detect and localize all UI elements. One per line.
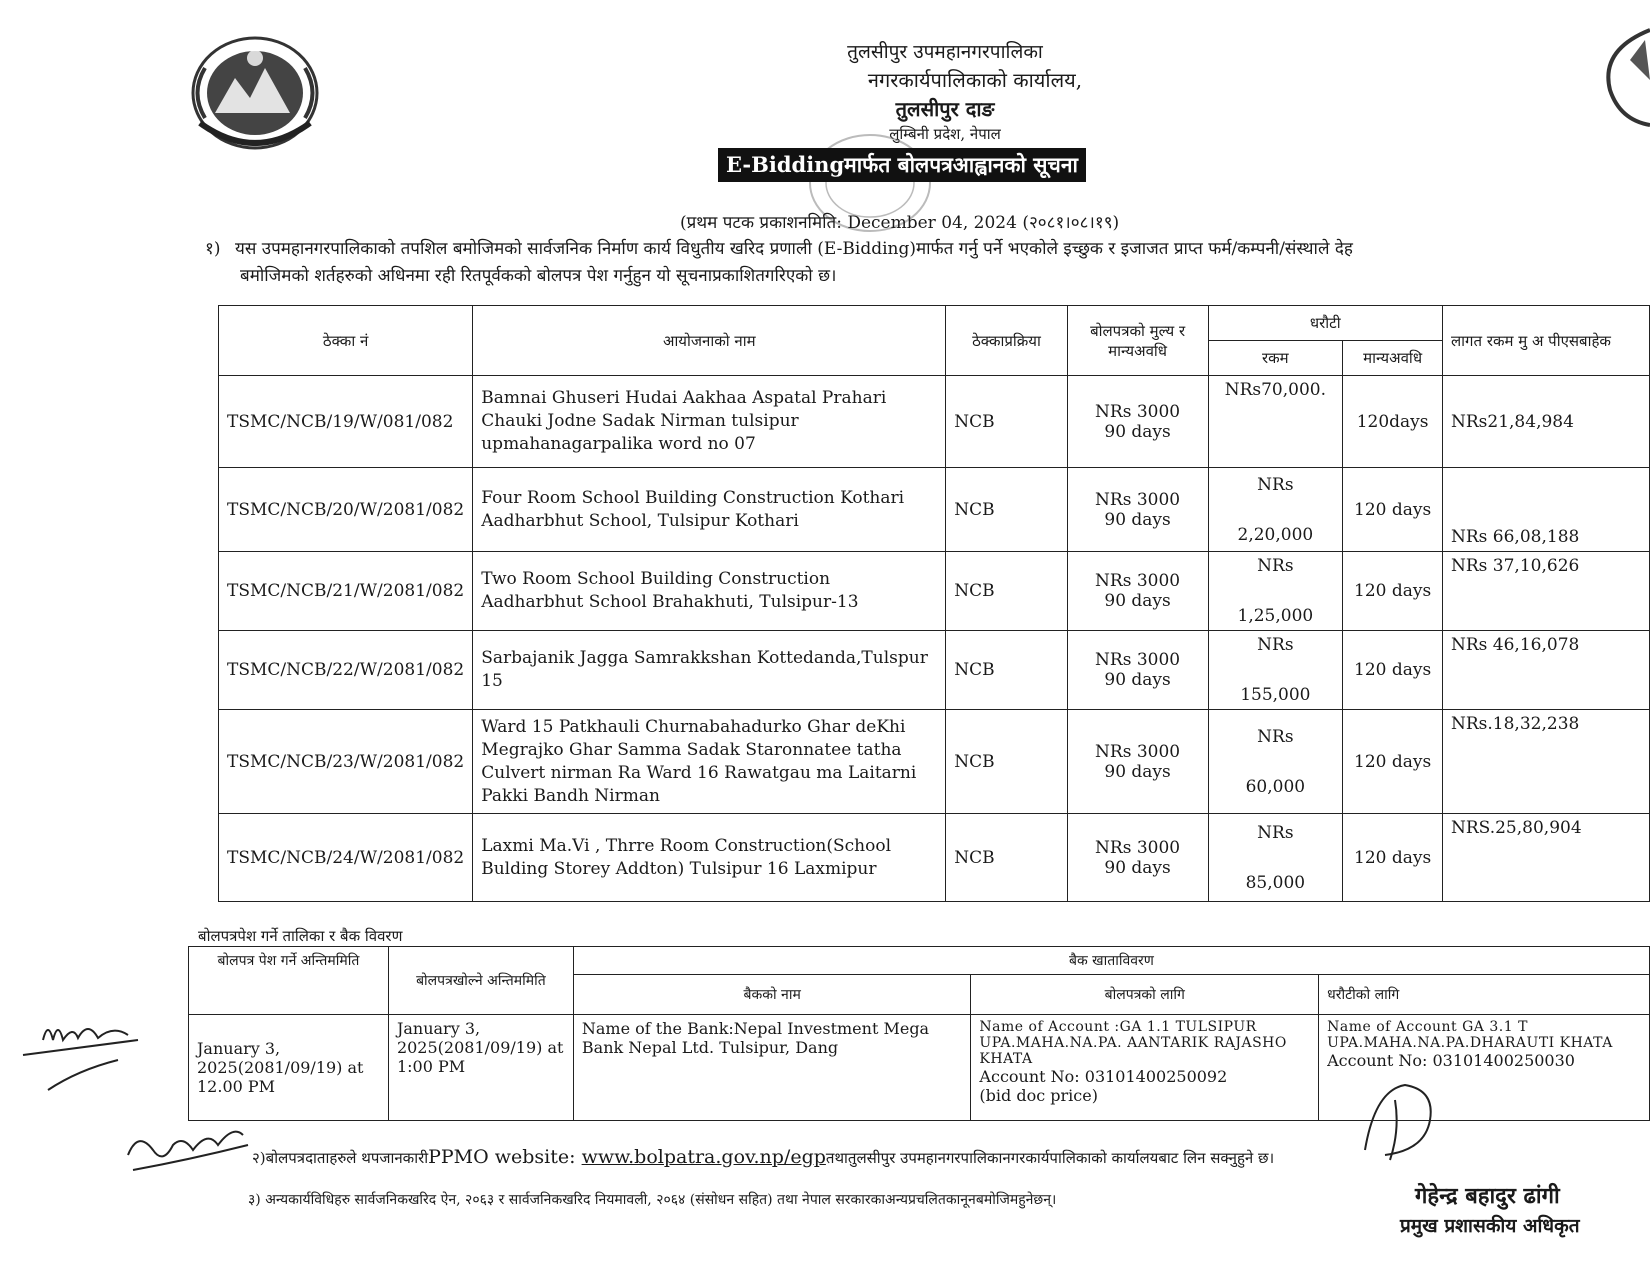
header-submission-deadline: बोलपत्र पेश गर्ने अन्तिममिति	[189, 947, 389, 1015]
header-cost: लागत रकम मु अ पीएसबाहेक	[1443, 306, 1650, 376]
deposit-validity: 120 days	[1343, 468, 1443, 552]
contract-no: TSMC/NCB/21/W/2081/082	[219, 552, 473, 631]
intro-line-2: बमोजिमको शर्तहरुको अधिनमा रही रितपूर्वकको बोलपत्र पेश गर्नुहुन यो सूचनाप्रकाशितगरिएको छ।	[240, 266, 837, 286]
deposit-validity: 120 days	[1343, 814, 1443, 902]
municipality-name: तुलसीपुर उपमहानगरपालिका	[847, 41, 1043, 63]
intro-number: १)	[205, 239, 221, 259]
handwritten-signature-icon	[18, 1010, 168, 1100]
contract-no: TSMC/NCB/24/W/2081/082	[219, 814, 473, 902]
deposit-amount-value: 85,000	[1245, 872, 1306, 893]
header-contract-no: ठेक्का नं	[219, 306, 473, 376]
office-location: तुलसीपुर दाङ	[895, 97, 995, 121]
bid-account-number: Account No: 03101400250092	[979, 1067, 1228, 1086]
contract-no: TSMC/NCB/22/W/2081/082	[219, 631, 473, 710]
bid-price	[1067, 710, 1208, 814]
header-project-name: आयोजनाको नाम	[473, 306, 946, 376]
note-2-prefix: २)बोलपत्रदाताहरुले थपजानकारी	[252, 1149, 429, 1167]
table-row	[219, 376, 1650, 468]
table-row	[219, 710, 1650, 814]
procurement-method: NCB	[946, 552, 1067, 631]
deposit-amount-value: NRs70,000.	[1224, 380, 1326, 400]
deposit-amount	[1208, 376, 1343, 468]
cost-amount: NRs.18,32,238	[1443, 710, 1650, 814]
bid-price	[1067, 468, 1208, 552]
deposit-amount	[1208, 710, 1343, 814]
project-name: Laxmi Ma.Vi , Thrre Room Construction(School Bulding Storey Addton) Tulsipur 16 Laxmipur	[473, 814, 946, 902]
deposit-amount-value: 2,20,000	[1237, 524, 1314, 545]
deposit-validity: 120 days	[1343, 552, 1443, 631]
deposit-validity: 120days	[1343, 376, 1443, 468]
bid-account-name: Name of Account :GA 1.1 TULSIPUR UPA.MAHA.NA.PA. AANTARIK RAJASHO KHATA	[979, 1019, 1287, 1067]
header-bank-details: बैक खाताविवरण	[573, 947, 1649, 975]
bid-price-value: NRs 3000	[1095, 489, 1181, 510]
cost-amount: NRs 46,16,078	[1443, 631, 1650, 710]
publication-date: (प्रथम पटक प्रकाशनमिति: December 04, 2024 (२०८१।०८।१९)	[680, 213, 1120, 233]
cost-amount: NRS.25,80,904	[1443, 814, 1650, 902]
deposit-validity: 120 days	[1343, 631, 1443, 710]
bid-validity: 90 days	[1104, 670, 1171, 690]
project-name: Four Room School Building Construction Kothari Aadharbhut School, Tulsipur Kothari	[473, 468, 946, 552]
bid-price-value: NRs 3000	[1095, 650, 1181, 670]
bank-section-title: बोलपत्रपेश गर्ने तालिका र बैक विवरण	[198, 927, 403, 945]
bid-price-value: NRs 3000	[1095, 571, 1181, 591]
contract-no: TSMC/NCB/23/W/2081/082	[219, 710, 473, 814]
bid-validity: 90 days	[1104, 421, 1171, 442]
deposit-amount	[1208, 552, 1343, 631]
project-name: Ward 15 Patkhauli Churnabahadurko Ghar deKhi Megrajko Ghar Samma Sadak Staronnatee tatha Culvert nirman Ra Ward 16 Rawatgau ma Laitarni Pakki Bandh Nirman	[473, 710, 946, 814]
bid-price	[1067, 814, 1208, 902]
office-name: नगरकार्यपालिकाको कार्यालय,	[867, 68, 1083, 92]
deposit-currency: NRs	[1257, 635, 1294, 655]
note-3: ३) अन्यकार्यविधिहरु सार्वजनिकखरिद ऐन, २०६३ र सार्वजनिकखरिद नियमावली, २०६४ (संसोधन सहित) तथा नेपाल सरकारकाअन्यप्रचलितकानूनबमोजिमहुनेछन्।	[248, 1192, 1057, 1208]
bid-price-value: NRs 3000	[1095, 401, 1181, 422]
deposit-currency: NRs	[1257, 556, 1294, 576]
deposit-currency: NRs	[1257, 726, 1294, 747]
table-row	[219, 468, 1650, 552]
opening-date: January 3, 2025(2081/09/19) at 1:00 PM	[388, 1015, 573, 1121]
cost-amount: NRs 66,08,188	[1443, 468, 1650, 552]
bid-validity: 90 days	[1104, 509, 1171, 530]
procurement-method: NCB	[946, 814, 1067, 902]
header-deposit: धरौटी	[1208, 306, 1443, 341]
deposit-currency: NRs	[1257, 822, 1294, 843]
cost-amount: NRs 37,10,626	[1443, 552, 1650, 631]
bid-price	[1067, 631, 1208, 710]
table-row	[219, 814, 1650, 902]
header-deposit-amount: रकम	[1208, 341, 1343, 376]
header-procurement: ठेक्काप्रक्रिया	[946, 306, 1067, 376]
bid-price-value: NRs 3000	[1095, 837, 1181, 858]
signatory-name: गेहेन्द्र बहादुर ढांगी	[1415, 1183, 1560, 1209]
submission-date: January 3, 2025(2081/09/19) at 12.00 PM	[189, 1015, 389, 1121]
bid-account	[971, 1015, 1319, 1121]
bank-name: Name of the Bank:Nepal Investment Mega Bank Nepal Ltd. Tulsipur, Dang	[573, 1015, 971, 1121]
handwritten-signature-icon	[1345, 1070, 1455, 1170]
header-bank-name: बैकको नाम	[573, 975, 971, 1015]
deposit-amount-value: 1,25,000	[1237, 606, 1314, 626]
deposit-amount-value: 60,000	[1245, 776, 1306, 797]
bid-validity: 90 days	[1104, 591, 1171, 611]
signatory-title: प्रमुख प्रशासकीय अधिकृत	[1400, 1215, 1580, 1237]
procurement-method: NCB	[946, 710, 1067, 814]
bid-account-note: (bid doc price)	[979, 1086, 1098, 1105]
bid-price-value: NRs 3000	[1095, 741, 1181, 762]
deposit-amount	[1208, 631, 1343, 710]
deposit-amount	[1208, 468, 1343, 552]
procurement-method: NCB	[946, 468, 1067, 552]
note-2	[252, 1146, 1274, 1168]
cost-amount: NRs21,84,984	[1443, 376, 1650, 468]
header-for-deposit: धरौटीको लागि	[1319, 975, 1650, 1015]
header-bid-price: बोलपत्रको मुल्य र मान्यअवधि	[1067, 306, 1208, 376]
bid-price	[1067, 552, 1208, 631]
table-row	[219, 631, 1650, 710]
project-name: Two Room School Building Construction Aadharbhut School Brahakhuti, Tulsipur-13	[473, 552, 946, 631]
note-2-site: PPMO website:	[428, 1146, 582, 1168]
deposit-account-name: Name of Account GA 3.1 T UPA.MAHA.NA.PA.DHARAUTI KHATA	[1327, 1019, 1613, 1051]
deposit-currency: NRs	[1257, 474, 1294, 495]
handwritten-signature-icon	[118, 1115, 258, 1185]
contract-no: TSMC/NCB/19/W/081/082	[219, 376, 473, 468]
procurement-method: NCB	[946, 631, 1067, 710]
intro-paragraph	[205, 236, 1645, 290]
deposit-amount-value: 155,000	[1240, 685, 1311, 705]
header-for-bid: बोलपत्रको लागि	[971, 975, 1319, 1015]
procurement-method: NCB	[946, 376, 1067, 468]
notice-title-banner: E-Biddingमार्फत बोलपत्रआह्वानको सूचना	[718, 148, 1086, 182]
deposit-amount	[1208, 814, 1343, 902]
bid-price	[1067, 376, 1208, 468]
bid-validity: 90 days	[1104, 857, 1171, 878]
header-opening-date: बोलपत्रखोल्ने अन्तिममिति	[388, 947, 573, 1015]
contracts-table	[218, 305, 1650, 902]
province-name: लुम्बिनी प्रदेश, नेपाल	[889, 125, 1001, 143]
table-row	[219, 552, 1650, 631]
deposit-account-number: Account No: 03101400250030	[1327, 1051, 1575, 1070]
header-deposit-validity: मान्यअवधि	[1343, 341, 1443, 376]
ppmo-link[interactable]: www.bolpatra.gov.np/egp	[581, 1146, 826, 1168]
deposit-validity: 120 days	[1343, 710, 1443, 814]
intro-line-1: यस उपमहानगरपालिकाको तपशिल बमोजिमको सार्वजनिक निर्माण कार्य विधुतीय खरिद प्रणाली (E-Bidding)मार्फत गर्नु पर्ने भएकोले इच्छुक र इजाजत प्राप्त फर्म/कम्पनी/संस्थाले देह	[235, 239, 1353, 259]
note-2-suffix: तथातुलसीपुर उपमहानगरपालिकानगरकार्यपालिकाको कार्यालयबाट लिन सक्नुहुने छ।	[825, 1149, 1275, 1167]
contract-no: TSMC/NCB/20/W/2081/082	[219, 468, 473, 552]
project-name: Sarbajanik Jagga Samrakkshan Kottedanda,Tulspur 15	[473, 631, 946, 710]
project-name: Bamnai Ghuseri Hudai Aakhaa Aspatal Prahari Chauki Jodne Sadak Nirman tulsipur upmahanagarpalika word no 07	[473, 376, 946, 468]
bid-validity: 90 days	[1104, 761, 1171, 782]
